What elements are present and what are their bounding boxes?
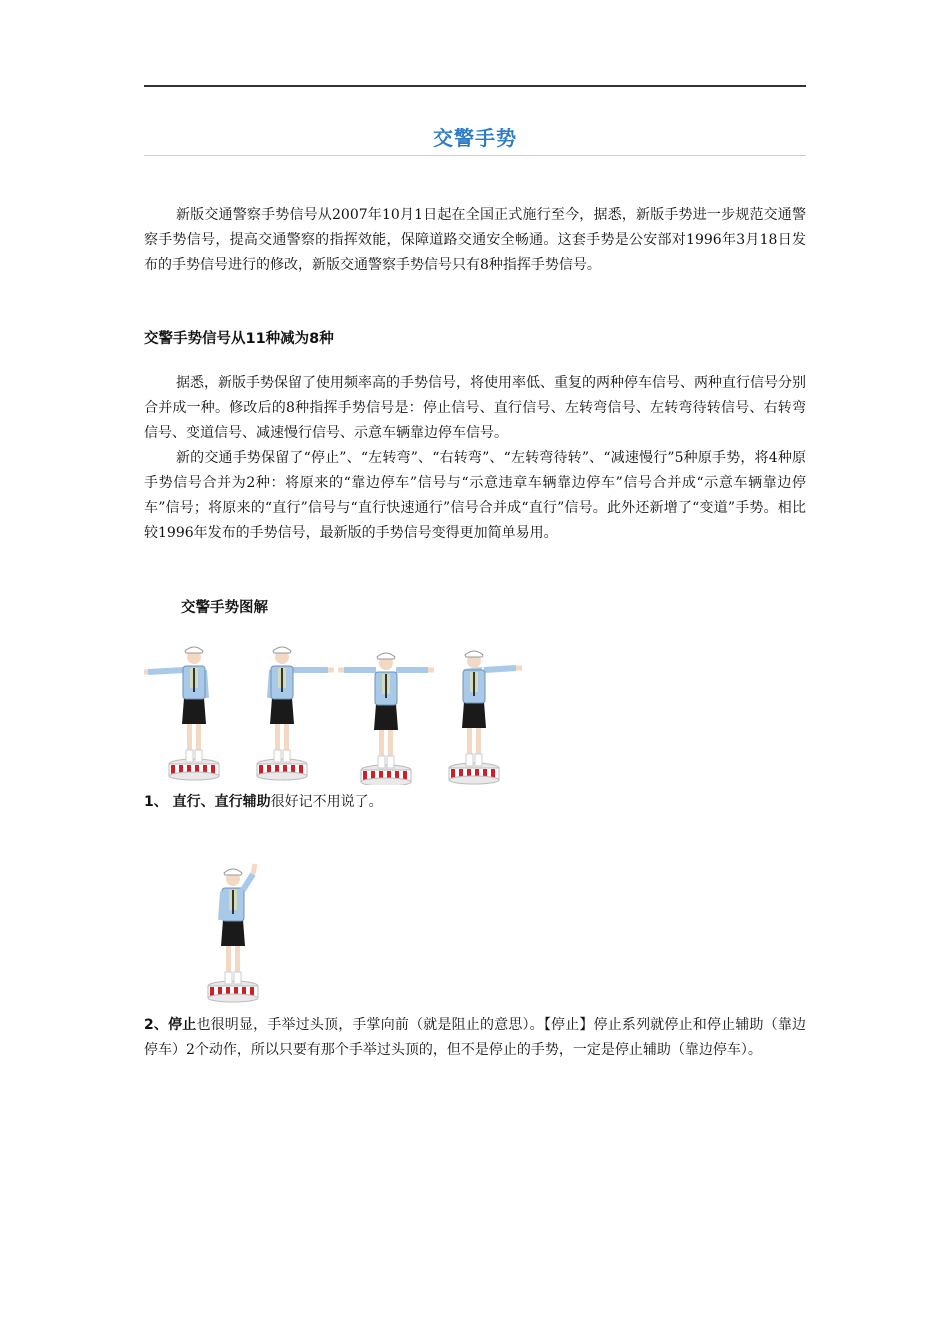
paragraph-retained-signals: 新的交通手势保留了“停止”、“左转弯”、“右转弯”、“左转弯待转”、“减速慢行”5种原手势，将4种原手势信号合并为2种：将原来的“靠边停车”信号与“示意违章车辆靠边停车”信号合并成“示意车辆靠边停车”信号；将原来的“直行”信号与“直行快速通行”信号合并成“直行”信号。此外还新增了“变道”手势。相比较1996年发布的手势信号，最新版的手势信号变得更加简单易用。 — [144, 450, 806, 541]
traffic-police-figure-icon — [144, 640, 534, 785]
caption-straight-text: 很好记不用说了。 — [270, 794, 383, 810]
traffic-police-stop-icon — [198, 862, 268, 1007]
caption-stop-title: 2、停止 — [144, 1017, 197, 1033]
top-rule — [144, 85, 806, 87]
section-heading: 交警手势信号从11种减为8种 — [144, 331, 334, 347]
gesture-figures-row — [144, 640, 534, 785]
page-title: 交警手势 — [433, 126, 517, 150]
caption-stop-text: 也很明显，手举过头顶，手掌向前（就是阻止的意思）。【停止】停止系列就停止和停止辅助（靠边停车）2个动作，所以只要有那个手举过头顶的，但不是停止的手势，一定是停止辅助（靠边停车）。 — [144, 1017, 806, 1058]
caption-straight — [144, 790, 806, 815]
paragraph-merged-signals: 据悉，新版手势保留了使用频率高的手势信号，将使用率低、重复的两种停车信号、两种直行信号分别合并成一种。修改后的8种指挥手势信号是：停止信号、直行信号、左转弯信号、左转弯待转信号、右转弯信号、变道信号、减速慢行信号、示意车辆靠边停车信号。 — [144, 375, 806, 441]
caption-stop — [144, 1013, 806, 1063]
stop-gesture-figure — [198, 862, 268, 1011]
figures-heading: 交警手势图解 — [181, 600, 268, 616]
title-underline — [144, 155, 806, 156]
intro-paragraph: 新版交通警察手势信号从2007年10月1日起在全国正式施行至今，据悉，新版手势进一步规范交通警察手势信号，提高交通警察的指挥效能，保障道路交通安全畅通。这套手势是公安部对1996年3月18日发布的手势信号进行的修改，新版交通警察手势信号只有8种指挥手势信号。 — [144, 207, 806, 273]
caption-straight-title: 1、 直行、直行辅助 — [144, 794, 271, 810]
